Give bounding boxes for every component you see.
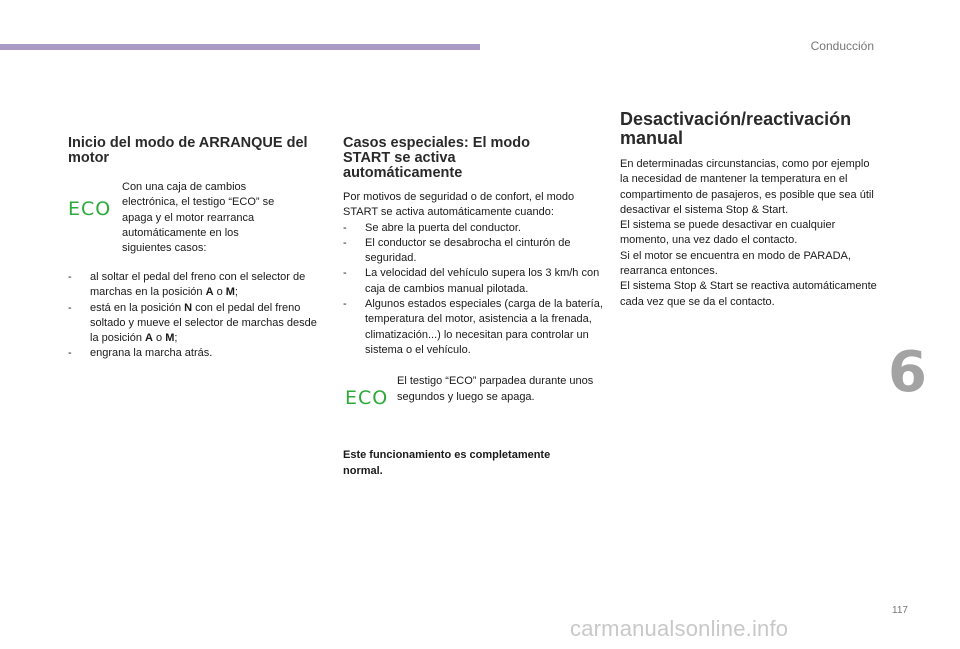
paragraph: El sistema se puede desactivar en cualquier momento, una vez dado el contacto. [620,219,836,247]
body-text [620,157,878,310]
eco-note-text: Con una caja de cambios electrónica, el testigo “ECO” se apaga y el motor rearranca automáticamente en los siguientes casos: [122,181,275,255]
chapter-number: 6 [888,340,927,405]
section-title: Desactivación/reactivación manual [620,109,852,148]
eco-note [68,180,328,258]
eco-note [343,374,605,420]
section-title: Inicio del modo de ARRANQUE del motor [68,135,308,166]
section-label: Conducción [810,39,874,53]
page-number: 117 [892,605,908,616]
paragraph: El sistema Stop & Start se reactiva automáticamente cada vez que se da el contacto. [620,280,877,308]
list-item: - Algunos estados especiales (carga de la batería, temperatura del motor, asistencia a la frenada, climatización...) lo necesitan para controlar un sistema o el vehículo. [343,298,603,356]
section-manual-deactivation [620,110,890,310]
special-cases-list [343,221,605,359]
list-item: - al soltar el pedal del freno con el selector de marchas en la posición A o M; [68,271,306,299]
watermark: carmanualsonline.info [570,616,789,641]
intro-text: Por motivos de seguridad o de confort, el modo START se activa automáticamente cuando: [343,191,575,219]
list-item: - Se abre la puerta del conductor. [343,221,521,234]
list-item: - La velocidad del vehículo supera los 3 km/h con caja de cambios manual pilotada. [343,267,600,295]
list-item: - está en la posición N con el pedal del freno soltado y mueve el selector de marchas desde la posición A o M; [68,301,317,345]
normal-operation-note: Este funcionamiento es completamente normal. [343,449,551,477]
paragraph: Si el motor se encuentra en modo de PARADA, rearranca entonces. [620,249,851,278]
list-item: - El conductor se desabrocha el cinturón de seguridad. [343,236,571,265]
paragraph: En determinadas circunstancias, como por ejemplo la necesidad de mantener la temperatura en el compartimento de pasajeros, es posible que sea útil desactivar el sistema Stop & Start. [620,158,874,216]
eco-note-text: El testigo “ECO” parpadea durante unos segundos y luego se apaga. [397,375,594,403]
header-accent-bar [0,44,480,50]
section-title: Casos especiales: El modo START se activa automáticamente [343,135,530,181]
eco-indicator-icon: ECO [345,387,389,410]
section-special-cases [343,136,605,479]
section-start-mode [68,136,328,362]
eco-indicator-icon: ECO [68,198,112,220]
list-item: - engrana la marcha atrás. [68,347,213,360]
start-conditions-list [68,270,326,362]
